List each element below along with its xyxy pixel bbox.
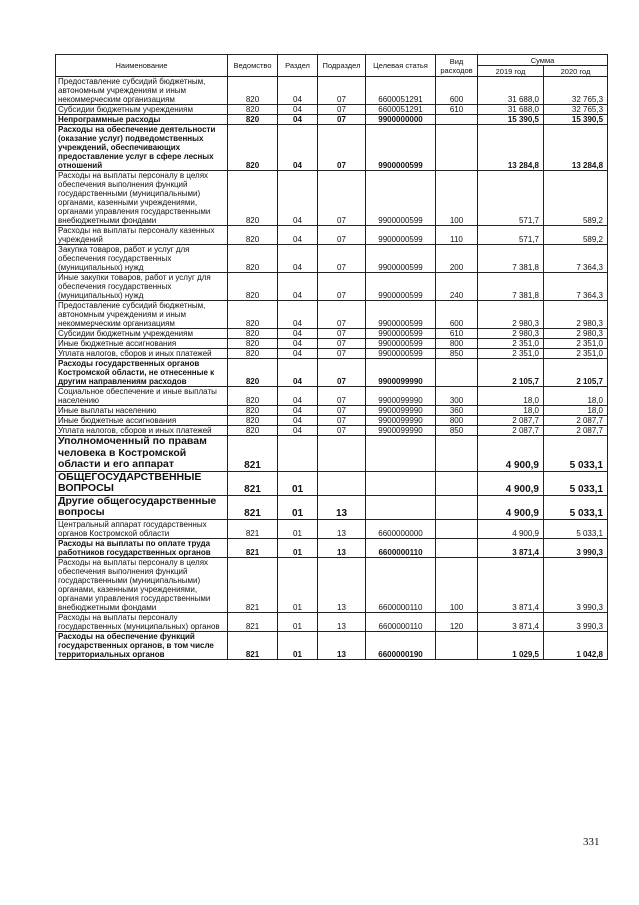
- cell-2019: 4 900,9: [478, 519, 544, 538]
- cell-section: 04: [278, 339, 318, 349]
- table-row: [56, 226, 608, 245]
- cell-target: 9900099990: [366, 426, 436, 436]
- table-row: [56, 115, 608, 125]
- cell-target: 9900000000: [366, 115, 436, 125]
- cell-2019: 3 871,4: [478, 538, 544, 557]
- cell-section: 04: [278, 115, 318, 125]
- cell-2019: 4 900,9: [478, 495, 544, 519]
- cell-name: Социальное обеспечение и иные выплаты населению: [56, 387, 228, 406]
- cell-subsection: [318, 471, 366, 495]
- cell-name: Центральный аппарат государственных органов Костромской области: [56, 519, 228, 538]
- cell-2020: 2 351,0: [544, 339, 608, 349]
- cell-dept: 820: [228, 406, 278, 416]
- cell-name: Иные бюджетные ассигнования: [56, 339, 228, 349]
- header-subsection: Подраздел: [318, 55, 366, 77]
- cell-name: Уплата налогов, сборов и иных платежей: [56, 426, 228, 436]
- cell-name: Иные закупки товаров, работ и услуг для обеспечения государственных (муниципальных) нужд: [56, 273, 228, 301]
- cell-dept: 820: [228, 125, 278, 171]
- cell-dept: 821: [228, 538, 278, 557]
- cell-name: Расходы государственных органов Костромской области, не отнесенные к другим направлениям расходов: [56, 359, 228, 387]
- cell-section: 04: [278, 77, 318, 105]
- cell-2020: 2 087,7: [544, 416, 608, 426]
- header-name: Наименование: [56, 55, 228, 77]
- cell-2020: 13 284,8: [544, 125, 608, 171]
- cell-2020: 5 033,1: [544, 495, 608, 519]
- cell-exptype: [436, 538, 478, 557]
- cell-name: Расходы на выплаты персоналу казенных учреждений: [56, 226, 228, 245]
- cell-section: 01: [278, 538, 318, 557]
- cell-subsection: 07: [318, 245, 366, 273]
- cell-2019: 2 087,7: [478, 426, 544, 436]
- cell-dept: 821: [228, 471, 278, 495]
- cell-dept: 820: [228, 226, 278, 245]
- cell-section: 01: [278, 557, 318, 612]
- cell-2020: 589,2: [544, 226, 608, 245]
- cell-2019: 4 900,9: [478, 436, 544, 472]
- table-row: [56, 349, 608, 359]
- cell-exptype: 800: [436, 416, 478, 426]
- cell-subsection: 07: [318, 359, 366, 387]
- cell-target: 9900000599: [366, 171, 436, 226]
- cell-subsection: 07: [318, 226, 366, 245]
- cell-target: 6600000000: [366, 519, 436, 538]
- cell-dept: 820: [228, 105, 278, 115]
- cell-subsection: 07: [318, 115, 366, 125]
- cell-subsection: 07: [318, 406, 366, 416]
- cell-dept: 821: [228, 631, 278, 659]
- cell-2019: 13 284,8: [478, 125, 544, 171]
- cell-name: Предоставление субсидий бюджетным, автономным учреждениям и иным некоммерческим организациям: [56, 301, 228, 329]
- cell-2019: 7 381,8: [478, 273, 544, 301]
- table-row: [56, 416, 608, 426]
- cell-dept: 820: [228, 171, 278, 226]
- cell-exptype: 110: [436, 226, 478, 245]
- cell-exptype: 600: [436, 77, 478, 105]
- cell-2019: 4 900,9: [478, 471, 544, 495]
- cell-dept: 820: [228, 329, 278, 339]
- cell-2020: 2 351,0: [544, 349, 608, 359]
- cell-exptype: 610: [436, 105, 478, 115]
- cell-2020: 2 105,7: [544, 359, 608, 387]
- header-target: Целевая статья: [366, 55, 436, 77]
- cell-subsection: 07: [318, 416, 366, 426]
- cell-target: 6600000110: [366, 612, 436, 631]
- cell-exptype: [436, 519, 478, 538]
- cell-2020: 15 390,5: [544, 115, 608, 125]
- cell-exptype: 100: [436, 171, 478, 226]
- cell-exptype: [436, 495, 478, 519]
- cell-2020: 7 364,3: [544, 273, 608, 301]
- cell-dept: 820: [228, 387, 278, 406]
- cell-2019: 2 105,7: [478, 359, 544, 387]
- cell-name: Расходы на выплаты персоналу в целях обеспечения выполнения функций государственными (муниципальными) органами, казенными учреждениями, органами управления государственными внебюджетными фондами: [56, 171, 228, 226]
- cell-subsection: 13: [318, 495, 366, 519]
- cell-target: 9900000599: [366, 339, 436, 349]
- table-row: [56, 359, 608, 387]
- cell-2020: 32 765,3: [544, 105, 608, 115]
- cell-subsection: 07: [318, 301, 366, 329]
- cell-name: Расходы на обеспечение функций государственных органов, в том числе территориальных органов: [56, 631, 228, 659]
- cell-name: Непрограммные расходы: [56, 115, 228, 125]
- cell-2019: 18,0: [478, 406, 544, 416]
- cell-exptype: [436, 115, 478, 125]
- cell-dept: 821: [228, 436, 278, 472]
- cell-target: 9900000599: [366, 273, 436, 301]
- cell-section: 04: [278, 359, 318, 387]
- cell-name: Расходы на обеспечение деятельности (оказание услуг) подведомственных учреждений, обеспечивающих предоставление услуг в сфере лесных отношений: [56, 125, 228, 171]
- cell-2019: 18,0: [478, 387, 544, 406]
- cell-2020: 2 087,7: [544, 426, 608, 436]
- header-dept: Ведомство: [228, 55, 278, 77]
- cell-dept: 821: [228, 495, 278, 519]
- cell-name: Субсидии бюджетным учреждениям: [56, 329, 228, 339]
- cell-name: ОБЩЕГОСУДАРСТВЕННЫЕ ВОПРОСЫ: [56, 471, 228, 495]
- cell-name: Уплата налогов, сборов и иных платежей: [56, 349, 228, 359]
- cell-name: Иные бюджетные ассигнования: [56, 416, 228, 426]
- cell-target: 9900099990: [366, 406, 436, 416]
- cell-dept: 820: [228, 426, 278, 436]
- header-exptype: Вид расходов: [436, 55, 478, 77]
- cell-section: 04: [278, 426, 318, 436]
- cell-2020: 3 990,3: [544, 538, 608, 557]
- cell-section: 04: [278, 245, 318, 273]
- cell-target: 6600000110: [366, 557, 436, 612]
- cell-2020: 18,0: [544, 406, 608, 416]
- cell-dept: 821: [228, 612, 278, 631]
- cell-subsection: 07: [318, 339, 366, 349]
- cell-subsection: 07: [318, 349, 366, 359]
- cell-target: 9900000599: [366, 125, 436, 171]
- cell-exptype: 300: [436, 387, 478, 406]
- page-number: 331: [583, 836, 600, 848]
- cell-subsection: 07: [318, 426, 366, 436]
- cell-target: [366, 471, 436, 495]
- cell-name: Иные выплаты населению: [56, 406, 228, 416]
- cell-2020: 1 042,8: [544, 631, 608, 659]
- table-row: [56, 301, 608, 329]
- cell-exptype: 200: [436, 245, 478, 273]
- cell-target: 9900000599: [366, 349, 436, 359]
- cell-exptype: 850: [436, 349, 478, 359]
- cell-2020: 3 990,3: [544, 557, 608, 612]
- cell-2019: 7 381,8: [478, 245, 544, 273]
- table-row: [56, 77, 608, 105]
- cell-dept: 820: [228, 77, 278, 105]
- cell-target: [366, 495, 436, 519]
- table-row: [56, 387, 608, 406]
- cell-section: 04: [278, 416, 318, 426]
- budget-table-container: [55, 54, 607, 660]
- cell-target: 9900099990: [366, 416, 436, 426]
- cell-name: Предоставление субсидий бюджетным, автономным учреждениям и иным некоммерческим организациям: [56, 77, 228, 105]
- cell-section: 04: [278, 105, 318, 115]
- cell-section: 01: [278, 612, 318, 631]
- cell-subsection: 13: [318, 631, 366, 659]
- cell-target: 9900000599: [366, 245, 436, 273]
- table-row: [56, 426, 608, 436]
- cell-2019: 2 980,3: [478, 329, 544, 339]
- table-row: [56, 557, 608, 612]
- table-row: [56, 406, 608, 416]
- cell-dept: 820: [228, 301, 278, 329]
- cell-2020: 2 980,3: [544, 329, 608, 339]
- cell-name: Закупка товаров, работ и услуг для обеспечения государственных (муниципальных) нужд: [56, 245, 228, 273]
- cell-name: Другие общегосударственные вопросы: [56, 495, 228, 519]
- table-row: [56, 245, 608, 273]
- cell-subsection: 07: [318, 387, 366, 406]
- cell-section: 04: [278, 349, 318, 359]
- cell-exptype: 600: [436, 301, 478, 329]
- cell-target: 9900000599: [366, 329, 436, 339]
- cell-2020: 2 980,3: [544, 301, 608, 329]
- cell-2019: 2 351,0: [478, 349, 544, 359]
- cell-dept: 820: [228, 245, 278, 273]
- cell-2020: 5 033,1: [544, 519, 608, 538]
- cell-exptype: 360: [436, 406, 478, 416]
- cell-2020: 18,0: [544, 387, 608, 406]
- cell-exptype: 610: [436, 329, 478, 339]
- table-row: [56, 125, 608, 171]
- cell-2019: 2 087,7: [478, 416, 544, 426]
- cell-dept: 820: [228, 115, 278, 125]
- cell-exptype: [436, 471, 478, 495]
- table-row: [56, 105, 608, 115]
- cell-dept: 820: [228, 273, 278, 301]
- cell-subsection: 13: [318, 612, 366, 631]
- cell-name: Расходы на выплаты персоналу в целях обеспечения выполнения функций государственными (муниципальными) органами, казенными учреждениями, органами управления государственными внебюджетными фондами: [56, 557, 228, 612]
- cell-2020: 32 765,3: [544, 77, 608, 105]
- cell-name: Расходы на выплаты персоналу государственных (муниципальных) органов: [56, 612, 228, 631]
- cell-exptype: [436, 436, 478, 472]
- cell-section: 04: [278, 301, 318, 329]
- cell-section: 04: [278, 273, 318, 301]
- table-row: [56, 273, 608, 301]
- cell-2020: 7 364,3: [544, 245, 608, 273]
- table-row: [56, 612, 608, 631]
- cell-exptype: [436, 359, 478, 387]
- cell-subsection: 07: [318, 125, 366, 171]
- cell-dept: 820: [228, 359, 278, 387]
- cell-exptype: 120: [436, 612, 478, 631]
- cell-section: 04: [278, 125, 318, 171]
- cell-dept: 820: [228, 339, 278, 349]
- cell-2019: 2 980,3: [478, 301, 544, 329]
- cell-target: 6600000190: [366, 631, 436, 659]
- cell-target: 9900099990: [366, 359, 436, 387]
- cell-subsection: 07: [318, 77, 366, 105]
- cell-target: 6600051291: [366, 105, 436, 115]
- header-sum: Сумма: [478, 55, 608, 66]
- cell-section: [278, 436, 318, 472]
- cell-subsection: 13: [318, 538, 366, 557]
- table-row: [56, 631, 608, 659]
- cell-target: 9900000599: [366, 301, 436, 329]
- cell-subsection: 07: [318, 171, 366, 226]
- cell-dept: 820: [228, 349, 278, 359]
- cell-subsection: 07: [318, 329, 366, 339]
- cell-2019: 31 688,0: [478, 105, 544, 115]
- cell-section: 04: [278, 226, 318, 245]
- cell-dept: 821: [228, 557, 278, 612]
- cell-2020: 3 990,3: [544, 612, 608, 631]
- table-row: [56, 519, 608, 538]
- cell-subsection: 13: [318, 519, 366, 538]
- cell-section: 04: [278, 329, 318, 339]
- cell-name: Субсидии бюджетным учреждениям: [56, 105, 228, 115]
- cell-2019: 2 351,0: [478, 339, 544, 349]
- cell-section: 04: [278, 406, 318, 416]
- cell-exptype: 100: [436, 557, 478, 612]
- table-row: [56, 495, 608, 519]
- table-row: [56, 171, 608, 226]
- cell-dept: 821: [228, 519, 278, 538]
- cell-section: 01: [278, 631, 318, 659]
- cell-2019: 3 871,4: [478, 612, 544, 631]
- cell-section: 01: [278, 471, 318, 495]
- cell-exptype: 240: [436, 273, 478, 301]
- cell-subsection: 07: [318, 273, 366, 301]
- cell-2019: 31 688,0: [478, 77, 544, 105]
- cell-target: 6600051291: [366, 77, 436, 105]
- header-2020: 2020 год: [544, 66, 608, 77]
- cell-section: 04: [278, 171, 318, 226]
- cell-2019: 571,7: [478, 226, 544, 245]
- cell-2020: 5 033,1: [544, 436, 608, 472]
- cell-name: Расходы на выплаты по оплате труда работников государственных органов: [56, 538, 228, 557]
- cell-section: 01: [278, 519, 318, 538]
- cell-subsection: 13: [318, 557, 366, 612]
- table-row: [56, 329, 608, 339]
- header-2019: 2019 год: [478, 66, 544, 77]
- cell-dept: 820: [228, 416, 278, 426]
- cell-target: 9900099990: [366, 387, 436, 406]
- cell-section: 04: [278, 387, 318, 406]
- cell-2019: 15 390,5: [478, 115, 544, 125]
- cell-2020: 589,2: [544, 171, 608, 226]
- cell-subsection: 07: [318, 105, 366, 115]
- cell-exptype: [436, 125, 478, 171]
- cell-2020: 5 033,1: [544, 471, 608, 495]
- cell-2019: 3 871,4: [478, 557, 544, 612]
- cell-exptype: 850: [436, 426, 478, 436]
- cell-name: Уполномоченный по правам человека в Костромской области и его аппарат: [56, 436, 228, 472]
- cell-target: [366, 436, 436, 472]
- cell-subsection: [318, 436, 366, 472]
- cell-exptype: 800: [436, 339, 478, 349]
- table-row: [56, 436, 608, 472]
- budget-table: [55, 54, 608, 660]
- header-section: Раздел: [278, 55, 318, 77]
- cell-exptype: [436, 631, 478, 659]
- table-row: [56, 538, 608, 557]
- cell-target: 9900000599: [366, 226, 436, 245]
- cell-2019: 1 029,5: [478, 631, 544, 659]
- cell-2019: 571,7: [478, 171, 544, 226]
- table-row: [56, 339, 608, 349]
- cell-target: 6600000110: [366, 538, 436, 557]
- table-row: [56, 471, 608, 495]
- cell-section: 01: [278, 495, 318, 519]
